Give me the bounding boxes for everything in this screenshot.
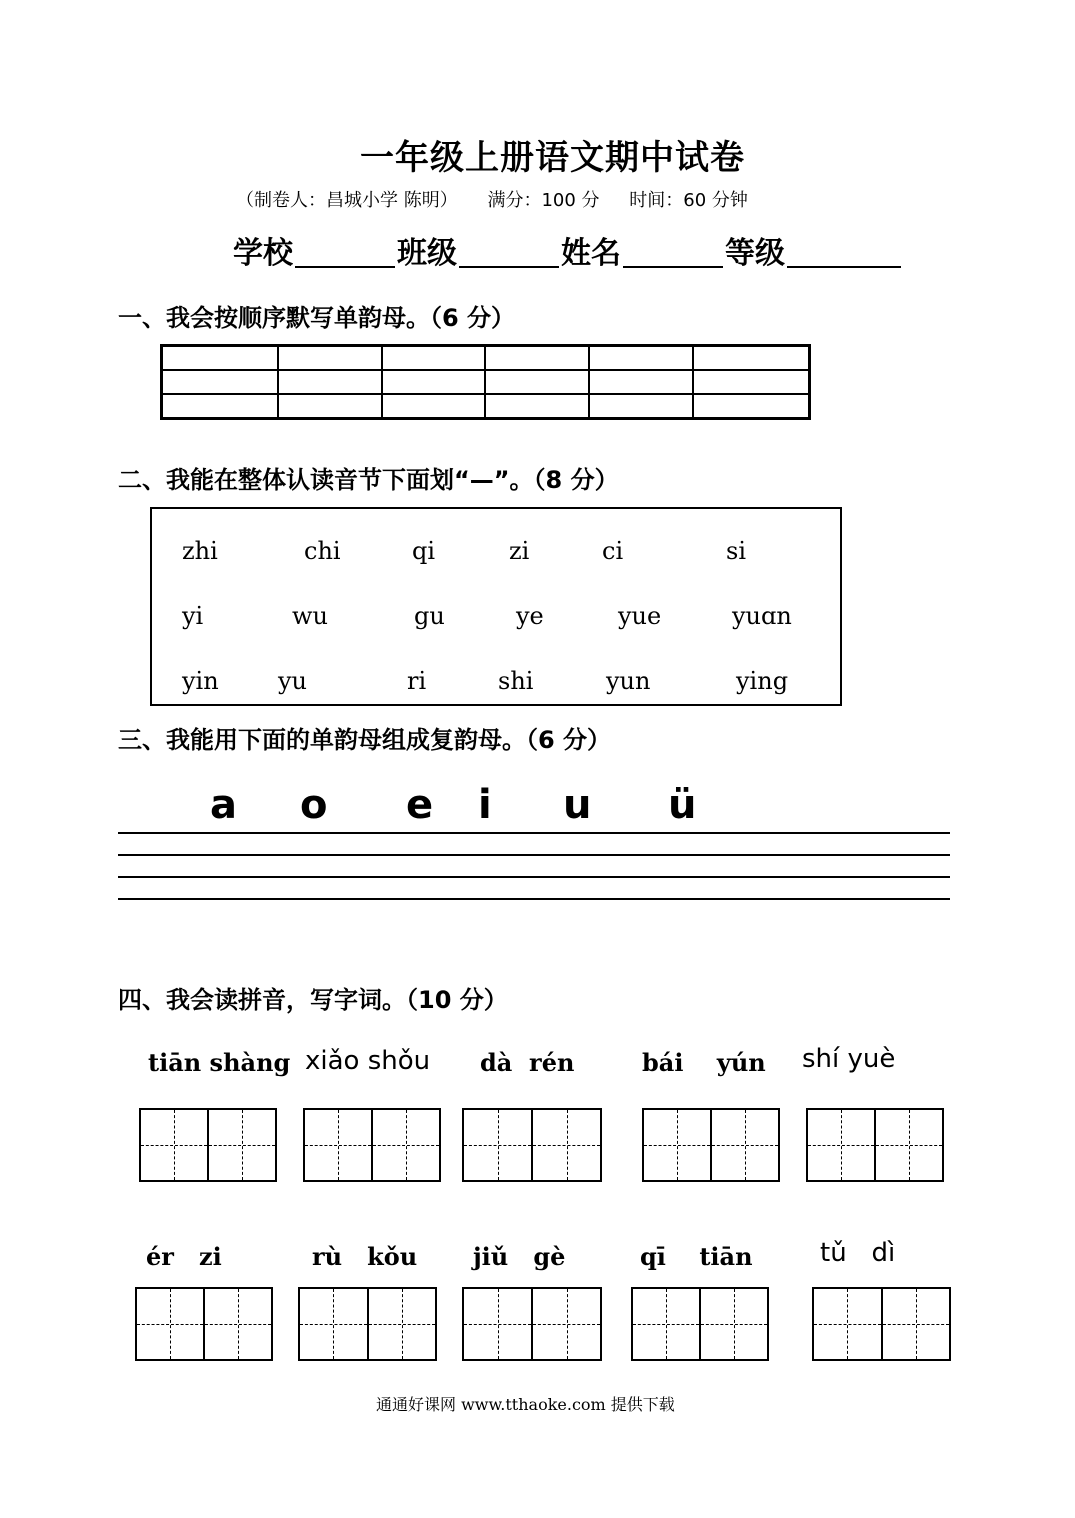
- exam-maker: （制卷人：昌城小学 陈明）: [236, 190, 458, 211]
- grid-cell[interactable]: [485, 346, 589, 371]
- vowel-i: i: [478, 782, 492, 828]
- writing-line[interactable]: [118, 876, 950, 878]
- vowel-u-umlaut: ü: [668, 782, 697, 828]
- syllable[interactable]: yue: [618, 602, 662, 630]
- exam-time: 时间：60 分钟: [629, 190, 748, 211]
- tianzige-box[interactable]: [812, 1287, 951, 1361]
- syllable[interactable]: zi: [509, 537, 530, 565]
- grid-cell[interactable]: [589, 394, 693, 419]
- exam-subtitle: [236, 186, 772, 212]
- grid-cell[interactable]: [589, 346, 693, 371]
- syllable[interactable]: si: [726, 537, 746, 565]
- grid-cell[interactable]: [162, 394, 279, 419]
- syllable[interactable]: ci: [602, 537, 624, 565]
- syllable[interactable]: ye: [516, 602, 544, 630]
- name-label: 姓名: [561, 236, 621, 271]
- word-pinyin: tǔ dì: [820, 1238, 896, 1268]
- grid-cell[interactable]: [278, 394, 382, 419]
- word-pinyin: jiǔ gè: [473, 1242, 566, 1271]
- grid-cell[interactable]: [485, 394, 589, 419]
- grade-label: 等级: [725, 236, 785, 271]
- grid-cell[interactable]: [382, 394, 486, 419]
- tianzige-box[interactable]: [135, 1287, 273, 1361]
- syllable-box: [150, 507, 842, 706]
- vowel-o: o: [300, 782, 328, 828]
- grid-cell[interactable]: [278, 370, 382, 394]
- footer-credit: 通通好课网 www.tthaoke.com 提供下载: [376, 1395, 675, 1414]
- vowel-e: e: [406, 782, 434, 828]
- tianzige-box[interactable]: [303, 1108, 441, 1182]
- class-blank[interactable]: [459, 236, 559, 268]
- school-blank[interactable]: [295, 236, 395, 268]
- word-pinyin: ér zi: [146, 1242, 222, 1271]
- syllable[interactable]: shi: [498, 667, 534, 695]
- grid-cell[interactable]: [162, 346, 279, 371]
- word-pinyin: dà rén: [480, 1048, 575, 1077]
- grid-cell[interactable]: [382, 346, 486, 371]
- syllable[interactable]: yuɑn: [732, 602, 792, 630]
- section-3-heading: 三、我能用下面的单韵母组成复韵母。（6 分）: [118, 726, 612, 754]
- grid-cell[interactable]: [693, 394, 810, 419]
- grid-cell[interactable]: [693, 346, 810, 371]
- school-label: 学校: [233, 236, 293, 271]
- writing-line[interactable]: [118, 832, 950, 834]
- word-pinyin: bái yún: [642, 1048, 766, 1077]
- class-label: 班级: [397, 236, 457, 271]
- tianzige-box[interactable]: [139, 1108, 277, 1182]
- word-pinyin: tiān shàng: [148, 1048, 291, 1077]
- syllable[interactable]: wu: [292, 602, 328, 630]
- word-pinyin: shí yuè: [802, 1044, 896, 1074]
- syllable[interactable]: ri: [407, 667, 427, 695]
- syllable[interactable]: qi: [412, 537, 436, 565]
- section-1-heading: 一、我会按顺序默写单韵母。（6 分）: [118, 304, 516, 332]
- syllable[interactable]: yin: [182, 667, 219, 695]
- name-blank[interactable]: [623, 236, 723, 268]
- grid-cell[interactable]: [693, 370, 810, 394]
- grid-cell[interactable]: [278, 346, 382, 371]
- syllable[interactable]: chi: [304, 537, 341, 565]
- grid-cell[interactable]: [485, 370, 589, 394]
- syllable[interactable]: yi: [182, 602, 204, 630]
- tianzige-box[interactable]: [642, 1108, 780, 1182]
- section-4-heading: 四、我会读拼音，写字词。（10 分）: [118, 986, 508, 1014]
- syllable[interactable]: yu: [278, 667, 308, 695]
- grid-cell[interactable]: [589, 370, 693, 394]
- grade-blank[interactable]: [787, 236, 901, 268]
- writing-line[interactable]: [118, 898, 950, 900]
- writing-line[interactable]: [118, 854, 950, 856]
- syllable[interactable]: yun: [606, 667, 651, 695]
- tianzige-box[interactable]: [462, 1108, 602, 1182]
- tianzige-box[interactable]: [462, 1287, 602, 1361]
- word-pinyin: xiǎo shǒu: [305, 1046, 431, 1076]
- syllable[interactable]: gu: [414, 602, 445, 630]
- word-pinyin: qī tiān: [640, 1242, 753, 1271]
- tianzige-box[interactable]: [806, 1108, 944, 1182]
- exam-score: 满分：100 分: [487, 190, 600, 211]
- student-info-row: [233, 228, 903, 272]
- grid-cell[interactable]: [162, 370, 279, 394]
- page-title: 一年级上册语文期中试卷: [360, 138, 745, 178]
- word-pinyin: rù kǒu: [312, 1242, 418, 1271]
- section-2-heading: 二、我能在整体认读音节下面划“—”。（8 分）: [118, 466, 619, 494]
- syllable[interactable]: zhi: [182, 537, 218, 565]
- vowel-writing-grid: [160, 344, 811, 420]
- grid-cell[interactable]: [382, 370, 486, 394]
- vowel-a: a: [210, 782, 237, 828]
- syllable[interactable]: ying: [736, 667, 789, 695]
- vowel-u: u: [563, 782, 592, 828]
- tianzige-box[interactable]: [298, 1287, 437, 1361]
- tianzige-box[interactable]: [631, 1287, 769, 1361]
